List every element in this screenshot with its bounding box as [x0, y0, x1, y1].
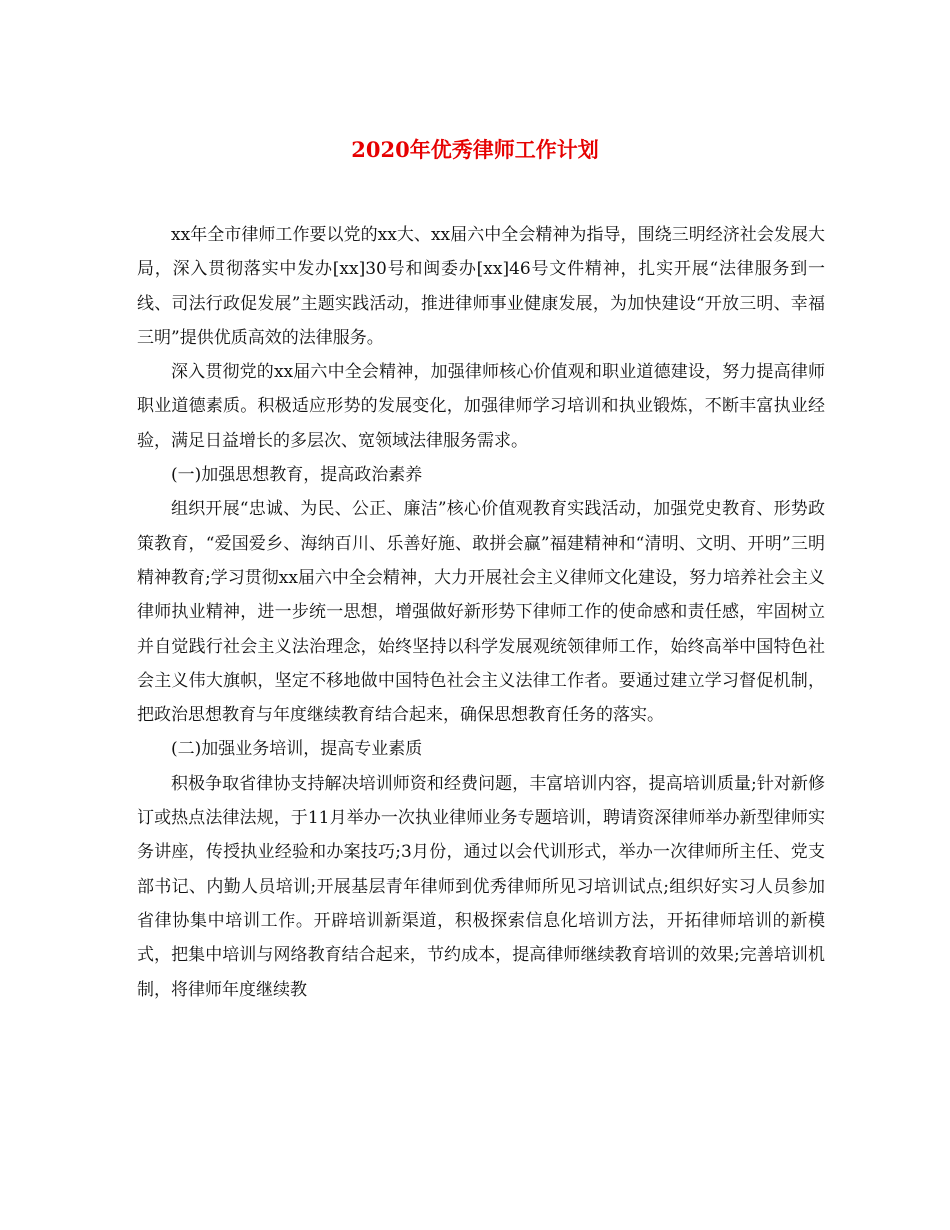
section-heading-2: (二)加强业务培训，提高专业素质	[171, 739, 423, 760]
principle-paragraph: 深入贯彻党的xx届六中全会精神，加强律师核心价值观和职业道德建设，努力提高律师职业道德素质。积极适应形势的发展变化，加强律师学习培训和执业锻炼，不断丰富执业经验，满足日益增长的多层次、宽领域法律服务需求。	[137, 362, 825, 451]
document-body	[137, 218, 825, 1007]
intro-paragraph: xx年全市律师工作要以党的xx大、xx届六中全会精神为指导，围绕三明经济社会发展大局，深入贯彻落实中发办[xx]30号和闽委办[xx]46号文件精神，扎实开展“法律服务到一线、司法行政促发展”主题实践活动，推进律师事业健康发展，为加快建设“开放三明、幸福三明”提供优质高效的法律服务。	[137, 225, 825, 348]
section-heading-1: (一)加强思想教育，提高政治素养	[171, 465, 423, 486]
section-1-paragraph: 组织开展“忠诚、为民、公正、廉洁”核心价值观教育实践活动，加强党史教育、形势政策教育，“爱国爱乡、海纳百川、乐善好施、敢拼会赢”福建精神和“清明、文明、开明”三明精神教育;学习贯彻xx届六中全会精神，大力开展社会主义律师文化建设，努力培养社会主义律师执业精神，进一步统一思想，增强做好新形势下律师工作的使命感和责任感，牢固树立并自觉践行社会主义法治理念，始终坚持以科学发展观统领律师工作，始终高举中国特色社会主义伟大旗帜，坚定不移地做中国特色社会主义法律工作者。要通过建立学习督促机制，把政治思想教育与年度继续教育结合起来，确保思想教育任务的落实。	[137, 499, 825, 726]
section-2-paragraph: 积极争取省律协支持解决培训师资和经费问题，丰富培训内容，提高培训质量;针对新修订或热点法律法规，于11月举办一次执业律师业务专题培训，聘请资深律师举办新型律师实务讲座，传授执业经验和办案技巧;3月份，通过以会代训形式，举办一次律师所主任、党支部书记、内勤人员培训;开展基层青年律师到优秀律师所见习培训试点;组织好实习人员参加省律协集中培训工作。开辟培训新渠道，积极探索信息化培训方法，开拓律师培训的新模式，把集中培训与网络教育结合起来，节约成本，提高律师继续教育培训的效果;完善培训机制，将律师年度继续教	[137, 773, 825, 1000]
document-title: 2020年优秀律师工作计划	[351, 137, 599, 162]
